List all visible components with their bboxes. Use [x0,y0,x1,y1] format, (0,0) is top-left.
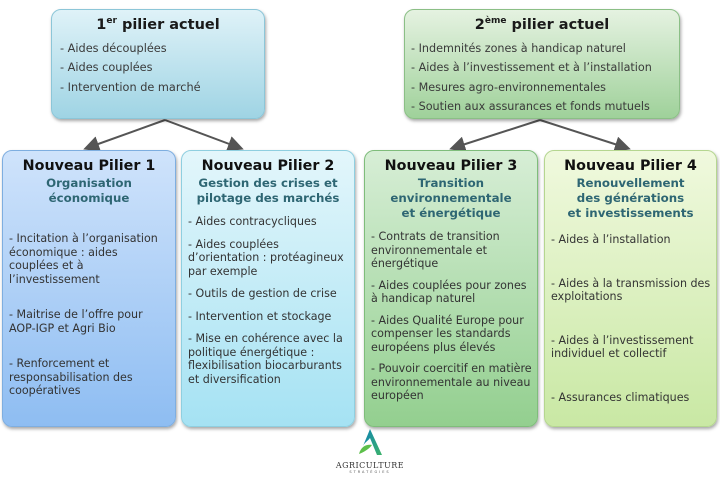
current-pillar-2-box [404,9,680,119]
new-pillar-1-item: - Maitrise de l’offre pour AOP-IGP et Agri Bio [9,308,143,335]
current-pillar-1-item: - Aides découplées [60,41,167,55]
current-pillar-2-item: - Soutien aux assurances et fonds mutuels [411,100,650,114]
logo-name: AGRICULTURE [335,461,405,470]
arrow-to-pilier-3 [453,120,540,148]
new-pillar-1-title: Nouveau Pilier 1 [22,158,156,174]
new-pillar-2-item: - Outils de gestion de crise [188,287,337,300]
current-pillar-1-box [51,9,265,119]
new-pillar-2-item: - Aides contracycliques [188,215,317,228]
new-pillar-4-item: - Aides à la transmission des exploitations [551,276,711,303]
new-pillar-4-subtitle: Renouvellement des générations et investissements [567,176,694,220]
new-pillar-2-item: - Mise en cohérence avec la politique énergétique : flexibilisation biocarburants et diversification [188,332,343,386]
new-pillar-3-item: - Pouvoir coercitif en matière environnementale au niveau européen [371,362,532,402]
new-pillar-2-box [181,150,355,427]
current-pillar-2-item: - Mesures agro-environnementales [411,80,606,94]
new-pillar-2-items [182,215,354,386]
arrow-to-pilier-2 [165,120,240,148]
logo-subtitle: STRATÉGIES [349,470,391,474]
new-pillar-3-title: Nouveau Pilier 3 [384,158,518,174]
new-pillar-1-box [2,150,176,427]
current-pillar-1-item: - Intervention de marché [60,80,201,94]
new-pillar-2-item: - Intervention et stockage [188,309,332,323]
new-pillar-1-item: - Incitation à l’organisation économique : aides couplées et à l’investissement [9,232,158,286]
agriculture-strategies-logo [334,428,406,478]
new-pillar-4-item: - Assurances climatiques [551,390,690,404]
new-pillar-1-items [3,232,175,398]
new-pillar-3-item: - Aides couplées pour zones à handicap naturel [371,278,527,305]
current-pillar-2-item: - Indemnités zones à handicap naturel [411,41,626,55]
new-pillar-2-subtitle: Gestion des crises et pilotage des marchés [196,176,340,205]
new-pillar-3-box [364,150,538,427]
leaf-a-logo-icon [355,428,385,456]
new-pillar-4-item: - Aides à l’investissement individuel et collectif [551,333,694,360]
new-pillar-4-box [544,150,717,427]
current-pillar-2-item: - Aides à l’investissement et à l’installation [411,61,652,75]
new-pillar-1-subtitle: Organisation économique [46,176,132,205]
new-pillar-1-item: - Renforcement et responsabilisation des coopératives [9,357,133,397]
new-pillar-3-items [365,230,537,403]
new-pillar-3-subtitle: Transition environnementale et énergétique [390,176,512,220]
new-pillar-2-item: - Aides couplées d’orientation : protéagineux par exemple [188,237,344,278]
new-pillar-3-item: - Contrats de transition environnementale et énergétique [371,230,500,270]
arrow-to-pilier-1 [87,120,165,148]
new-pillar-3-item: - Aides Qualité Europe pour compenser les standards européens plus élevés [371,313,524,354]
new-pillar-2-title: Nouveau Pilier 2 [201,158,335,174]
new-pillar-4-items [545,233,716,404]
current-pillar-1-title: 1er pilier actuel [96,16,220,33]
current-pillar-2-title: 2ème pilier actuel [474,16,610,33]
current-pillar-1-item: - Aides couplées [60,61,153,75]
new-pillar-4-item: - Aides à l’installation [551,233,671,246]
new-pillar-4-title: Nouveau Pilier 4 [564,158,697,174]
arrow-to-pilier-4 [540,120,627,148]
